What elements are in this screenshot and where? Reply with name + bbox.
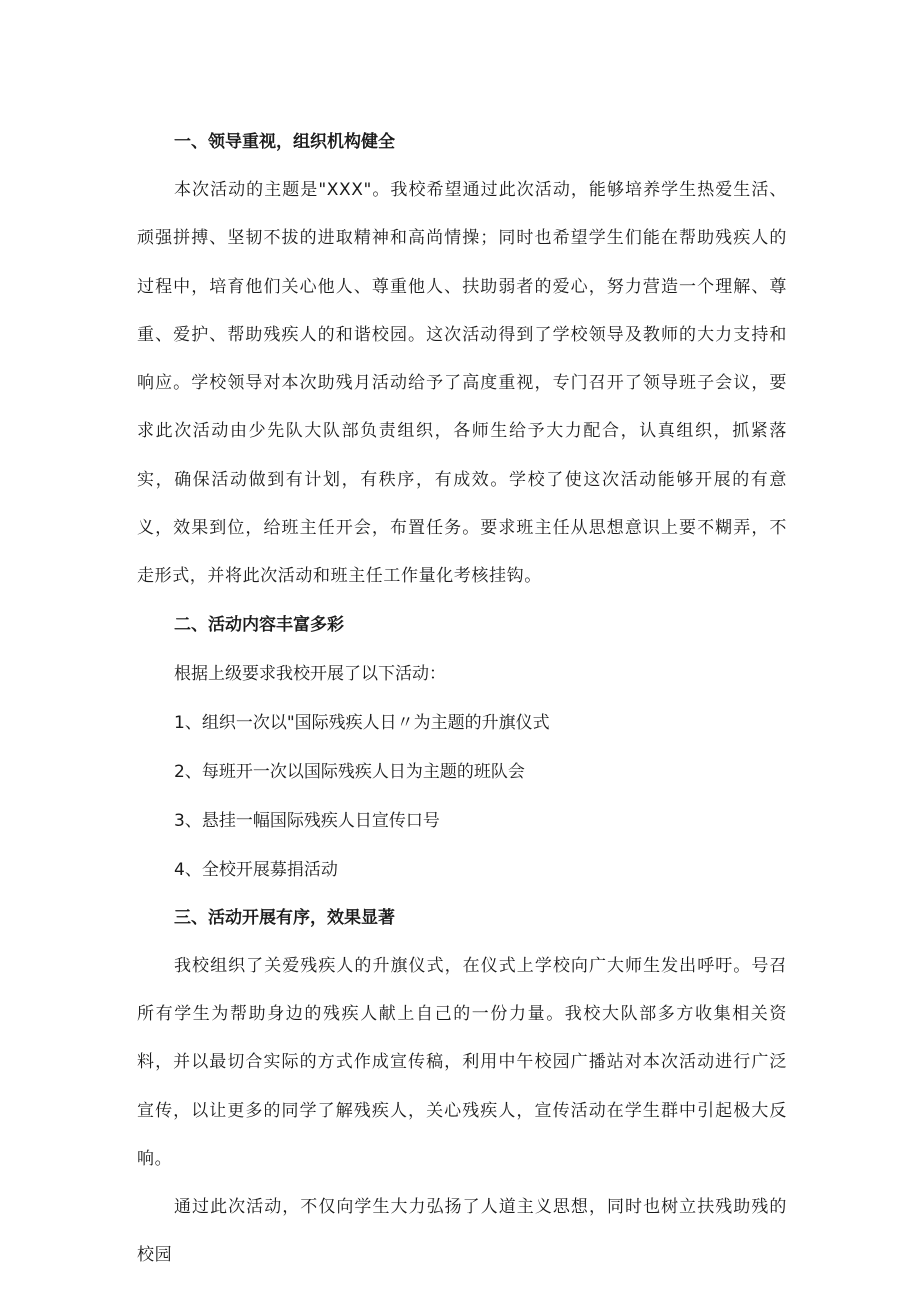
- document-page: [137, 120, 787, 1280]
- list-item-2: 2、每班开一次以国际残疾人日为主题的班队会: [174, 761, 525, 782]
- list-item-1: 1、组织一次以"国际残疾人日〃为主题的升旗仪式: [174, 712, 550, 733]
- section-paragraph-4: 通过此次活动，不仅向学生大力弘扬了人道主义思想，同时也树立扶残助残的校园: [137, 1197, 787, 1266]
- section-heading-1: 一、领导重视，组织机构健全: [174, 132, 395, 152]
- list-item-4: 4、全校开展募捐活动: [174, 859, 338, 880]
- section-intro-2: 根据上级要求我校开展了以下活动：: [174, 663, 446, 684]
- list-item-3: 3、悬挂一幅国际残疾人日宣传口号: [174, 810, 440, 831]
- section-heading-3: 三、活动开展有序，效果显著: [174, 907, 395, 928]
- section-paragraph-3: 我校组织了关爱残疾人的升旗仪式，在仪式上学校向广大师生发出呼吁。号召所有学生为帮助身边的残疾人献上自己的一份力量。我校大队部多方收集相关资料，并以最切合实际的方式作成宣传稿，利用中午校园广播站对本次活动进行广泛宣传，以让更多的同学了解残疾人，关心残疾人，宣传活动在学生群中引起极大反响。: [137, 955, 787, 1169]
- section-paragraph-1: 本次活动的主题是"XXX"。我校希望通过此次活动，能够培养学生热爱生活、顽强拼搏、坚韧不拔的进取精神和高尚情操；同时也希望学生们能在帮助残疾人的过程中，培育他们关心他人、尊重他人、扶助弱者的爱心，努力营造一个理解、尊重、爱护、帮助残疾人的和谐校园。这次活动得到了学校领导及教师的大力支持和响应。学校领导对本次助残月活动给予了高度重视，专门召开了领导班子会议，要求此次活动由少先队大队部负责组织，各师生给予大力配合，认真组织，抓紧落实，确保活动做到有计划，有秩序，有成效。学校了使这次活动能够开展的有意义，效果到位，给班主任开会，布置任务。要求班主任从思想意识上要不糊弄，不走形式，并将此次活动和班主任工作量化考核挂钩。: [137, 180, 787, 587]
- section-heading-2: 二、活动内容丰富多彩: [174, 614, 344, 635]
